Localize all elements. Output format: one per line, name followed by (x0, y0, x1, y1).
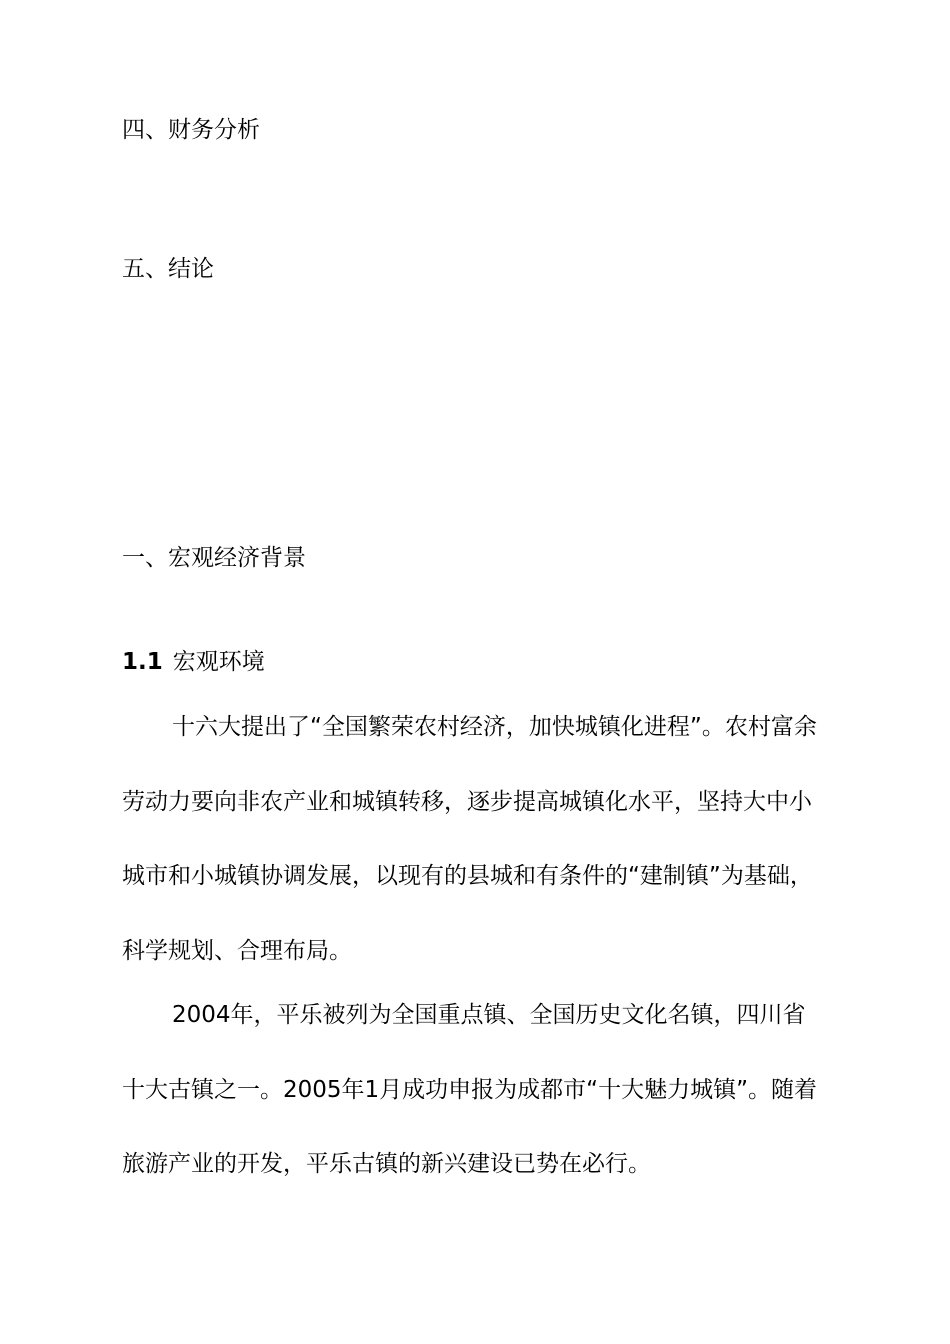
paragraph-line: 旅游产业的开发，平乐古镇的新兴建设已势在必行。 (122, 1151, 651, 1177)
toc-item-financial-analysis: 四、财务分析 (122, 117, 260, 143)
subsection-number: 1.1 (122, 649, 163, 675)
paragraph-line: 城市和小城镇协调发展，以现有的县城和有条件的“建制镇”为基础， (122, 863, 813, 889)
toc-item-conclusion: 五、结论 (122, 256, 214, 282)
paragraph-line: 2004年，平乐被列为全国重点镇、全国历史文化名镇，四川省 (172, 1002, 806, 1028)
subsection-heading-macro-environment (122, 646, 265, 678)
section-heading-macro-background: 一、宏观经济背景 (122, 545, 306, 571)
paragraph-line: 十大古镇之一。2005年1月成功申报为成都市“十大魅力城镇”。随着 (122, 1077, 817, 1103)
paragraph-line: 劳动力要向非农产业和城镇转移，逐步提高城镇化水平，坚持大中小 (122, 789, 812, 815)
paragraph-line: 十六大提出了“全国繁荣农村经济，加快城镇化进程”。农村富余 (172, 714, 817, 740)
paragraph-line: 科学规划、合理布局。 (122, 938, 352, 964)
subsection-title: 宏观环境 (172, 649, 265, 675)
